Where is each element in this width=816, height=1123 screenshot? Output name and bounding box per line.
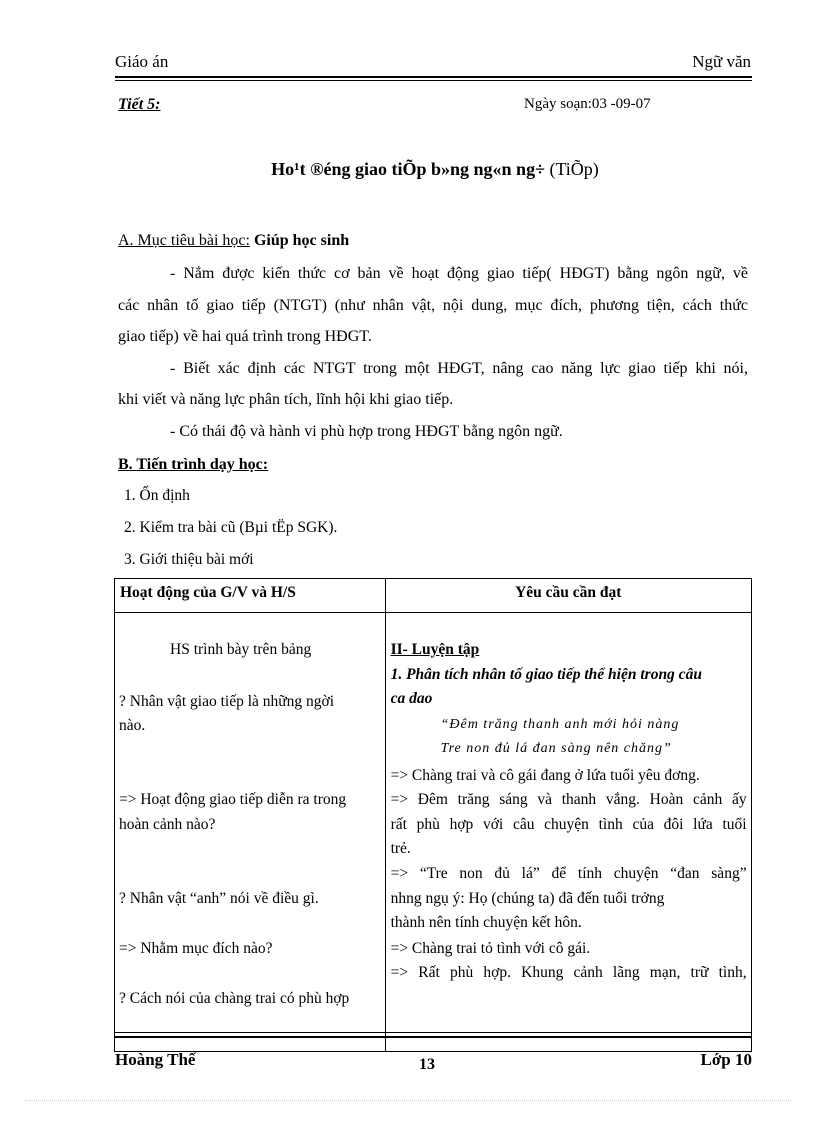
left-line-7: => Nhằm mục đích nào? [119,940,273,957]
answer-line-1: => Chàng trai và cô gái đang ở lứa tuổi yêu đơng. [390,767,700,784]
lesson-table [114,578,752,1052]
title-suffix: (TiÕp) [549,159,599,179]
table-cell-left [115,613,386,1052]
section-a-heading [118,232,349,250]
objective-1-line-1: - Nắm được kiến thức cơ bản về hoạt động giao tiếp( HĐGT) bằng ngôn ngữ, về [170,265,748,282]
left-line-2: ? Nhân vật giao tiếp là những ngời [119,693,335,710]
poem-line-2: Tre non đủ lá đan sàng nên chăng” [440,741,672,756]
objective-2-line-1: - Biết xác định các NTGT trong một HĐGT, nâng cao năng lực giao tiếp khi nói, [170,360,748,377]
answer-line-3: rất phù hợp với câu chuyện tình của đôi lứa tuổi [390,816,747,833]
header-rule-thick [115,76,752,78]
left-line-1: HS trình bày trên bảng [170,641,312,658]
answer-line-4: trẻ. [390,840,411,857]
header-right: Ngữ văn [692,52,751,71]
header-rule-thin [115,80,752,81]
table-header-right: Yêu cầu cần đạt [385,579,751,613]
footer-grade: Lớp 10 [700,1050,752,1069]
left-line-8: ? Cách nói của chàng trai có phù hợp [119,990,350,1007]
lesson-number: Tiết 5: [118,96,161,113]
answer-line-2: => Đêm trăng sáng và thanh vắng. Hoàn cảnh ấy [390,791,747,808]
objective-1-line-3: giao tiếp) về hai quá trình trong HĐGT. [118,328,372,345]
table-header-left: Hoạt động của G/V và H/S [115,579,386,613]
title-main: Ho¹t ®éng giao tiÕp b»ng ng«n ng÷ [271,159,545,179]
answer-line-7: thành nên tính chuyện kết hôn. [390,914,582,931]
footer-author: Hoàng Thế [115,1050,196,1069]
answer-line-5: => “Tre non đủ lá” để tính chuyện “đan sàng” [390,865,747,882]
footer-rule-thick [115,1036,752,1038]
answer-line-6: nhng ngụ ý: Họ (chúng ta) đã đến tuổi trởng [390,890,665,907]
section-b-heading: B. Tiến trình dạy học: [118,456,269,473]
task-heading-cont: ca dao [390,690,433,707]
objective-2-line-2: khi viết và năng lực phân tích, lĩnh hội khi giao tiếp. [118,391,454,408]
page-edge-dotted [25,1100,791,1101]
footer-rule-thin [115,1032,752,1033]
left-line-6: ? Nhân vật “anh” nói về điều gì. [119,890,319,907]
page-title [0,159,816,180]
task-heading: 1. Phân tích nhân tố giao tiếp thể hiện trong câu [390,666,702,683]
header-left: Giáo án [115,52,169,71]
left-line-4: => Hoạt động giao tiếp diễn ra trong [119,791,347,808]
step-2: 2. Kiểm tra bài cũ (Bµi tËp SGK). [124,519,338,536]
objective-3-line-1: - Có thái độ và hành vi phù hợp trong HĐGT bằng ngôn ngữ. [170,423,563,440]
table-cell-right [385,613,751,1052]
left-line-3: nào. [119,717,146,734]
poem-line-1: “Đêm trăng thanh anh mới hỏi nàng [440,717,680,732]
footer-page-number: 13 [419,1056,435,1073]
section-a-title: A. Mục tiêu bài học: [118,232,250,249]
left-line-5: hoàn cảnh nào? [119,816,216,833]
practice-heading: II- Luyện tập [390,641,480,658]
lesson-date: Ngày soạn:03 -09-07 [524,96,651,112]
objective-1-line-2: các nhân tố giao tiếp (NTGT) (như nhân vật, nội dung, mục đích, phương tiện, cách thức [118,297,748,314]
answer-line-9: => Rất phù hợp. Khung cảnh lãng mạn, trữ tình, [390,964,747,981]
section-a-subtitle: Giúp học sinh [253,232,350,249]
answer-line-8: => Chàng trai tỏ tình với cô gái. [390,940,591,957]
step-3: 3. Giới thiệu bài mới [124,551,254,568]
step-1: 1. Ổn định [124,487,190,504]
